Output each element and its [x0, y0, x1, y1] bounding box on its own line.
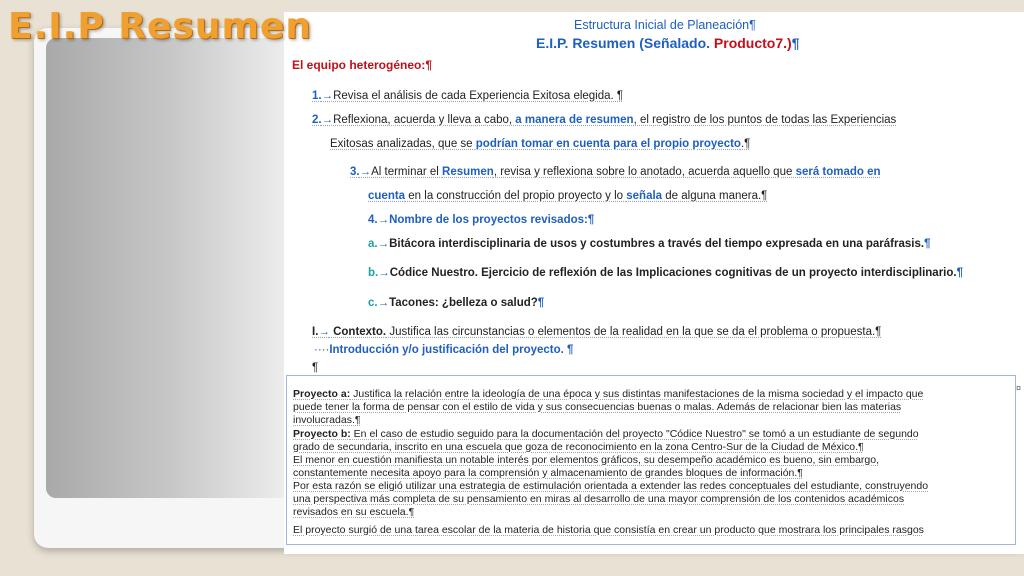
context-heading: I.→ Contexto. Justifica las circunstancias o elementos de la realidad en la que se da el problema o propuesta.¶ [312, 326, 882, 338]
intro-line: ····Introducción y/o justificación del proyecto. ¶ [314, 344, 574, 356]
decorative-gradient-panel [46, 38, 296, 498]
empty-paragraph-mark: ¶ [312, 362, 319, 374]
box-line: involucradas.¶ [293, 414, 361, 426]
list-item-4: 4.→Nombre de los proyectos revisados:¶ [368, 214, 595, 226]
box-line: revisados en su escuela.¶ [293, 506, 415, 518]
project-item-c: c.→Tacones: ¿belleza o salud?¶ [368, 297, 545, 309]
anchor-icon: ¤ [1016, 383, 1022, 393]
box-line: El menor en cuestión manifiesta un notable interés por elementos gráficos, su desempeño académico es bueno, sin embargo, [293, 454, 880, 466]
text-box-projects[interactable] [286, 375, 1016, 545]
list-item-3: 3.→Al terminar el Resumen, revisa y reflexiona sobre lo anotado, acuerda aquello que será tomado en [350, 166, 881, 178]
document-header-line2: E.I.P. Resumen (Señalado. Producto7.)¶ [536, 35, 800, 51]
box-line: grado de secundaria, inscrito en una escuela que goza de reconocimiento en la zona Centro-Sur de la Ciudad de México.¶ [293, 441, 864, 453]
box-line: constantemente necesita apoyo para la comprensión y almacenamiento de grandes bloques de información.¶ [293, 467, 803, 479]
box-line: Proyecto b: En el caso de estudio seguido para la documentación del proyecto "Códice Nuestro" se tomó a un estudiante de segundo [293, 428, 919, 440]
box-line: puede tener la forma de pensar con el estilo de vida y sus consecuencias buenas o malas. Además de relacionar bien las materias [293, 401, 902, 413]
list-item-1: 1.→Revisa el análisis de cada Experiencia Exitosa elegida. ¶ [312, 90, 624, 102]
box-line: El proyecto surgió de una tarea escolar de la materia de historia que consistía en crear un producto que mostrara los principales rasgos [293, 524, 924, 536]
box-line: Por esta razón se eligió utilizar una estrategia de estimulación orientada a extender las redes conceptuales del estudiante, construyendo [293, 480, 929, 492]
list-item-2-cont: Exitosas analizadas, que se podrían tomar en cuenta para el propio proyecto.¶ [330, 138, 751, 150]
box-line: una perspectiva más completa de su pensamiento en miras al desarrollo de una mayor comprensión de los contenidos académicos [293, 493, 905, 505]
list-item-3-cont: cuenta en la construcción del propio proyecto y lo señala de alguna manera.¶ [368, 190, 768, 202]
document-header-line1: Estructura Inicial de Planeación¶ [574, 18, 756, 32]
project-item-b: b.→Códice Nuestro. Ejercicio de reflexión de las Implicaciones cognitivas de un proyecto interdisciplinario.¶ [368, 267, 963, 279]
box-line: Proyecto a: Justifica la relación entre la ideología de una época y sus distintas manifestaciones de la misma sociedad y el impacto que [293, 388, 924, 400]
slide-title: E.I.P Resumen [8, 6, 313, 47]
team-label: El equipo heterogéneo:¶ [292, 58, 433, 72]
project-item-a: a.→Bitácora interdisciplinaria de usos y costumbres a través del tiempo expresada en una paráfrasis.¶ [368, 238, 931, 250]
list-item-2: 2.→Reflexiona, acuerda y lleva a cabo, a manera de resumen, el registro de los puntos de todas las Experiencias [312, 114, 897, 126]
